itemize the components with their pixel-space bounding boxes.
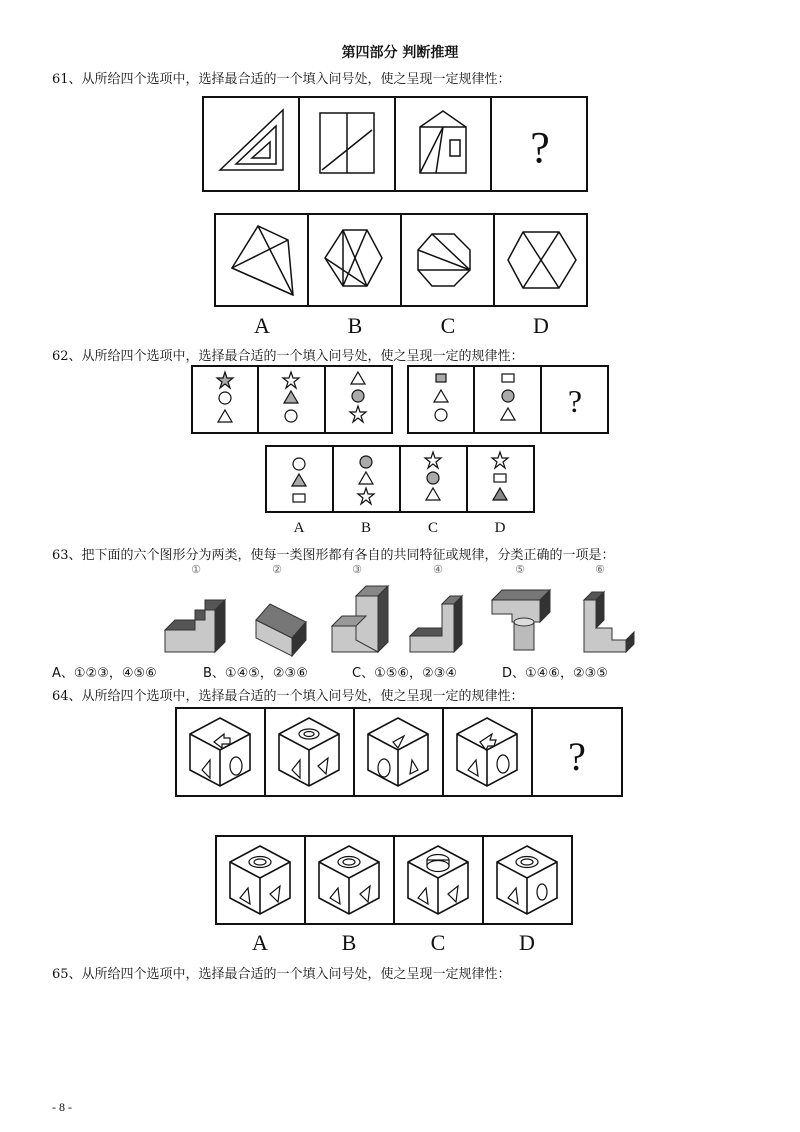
- q64-option-b[interactable]: B: [341, 930, 357, 955]
- q63-label-1: ①: [191, 563, 201, 576]
- section-title: 第四部分 判断推理: [341, 45, 459, 61]
- q63-answer-a[interactable]: A、①②③，④⑤⑥: [52, 666, 157, 681]
- q63-answer-d[interactable]: D、①④⑥，②③⑤: [502, 666, 608, 681]
- q64-option-d[interactable]: D: [519, 930, 535, 955]
- q64-option-c[interactable]: C: [430, 930, 446, 955]
- question-61-text: 61、从所给四个选项中，选择最合适的一个填入问号处，使之呈现一定规律性：: [52, 72, 511, 87]
- question-64-text: 64、从所给四个选项中，选择最合适的一个填入问号处，使之呈现一定的规律性：: [52, 689, 524, 704]
- q62-option-d[interactable]: D: [494, 520, 506, 536]
- q61-option-d[interactable]: D: [533, 313, 549, 338]
- q63-answer-b[interactable]: B、①④⑤，②③⑥: [203, 666, 308, 681]
- q62-question-mark: ?: [567, 383, 583, 419]
- q61-question-mark: ?: [530, 123, 550, 172]
- q62-option-b[interactable]: B: [360, 520, 371, 536]
- q62-option-c[interactable]: C: [427, 520, 438, 536]
- q64-option-a[interactable]: A: [252, 930, 268, 955]
- q63-label-6: ⑥: [595, 563, 605, 576]
- q63-label-2: ②: [272, 563, 282, 576]
- q62-option-a[interactable]: A: [293, 520, 305, 536]
- q63-answer-c[interactable]: C、①⑤⑥，②③④: [352, 666, 458, 681]
- page-number: - 8 -: [52, 1100, 72, 1114]
- q63-label-5: ⑤: [515, 563, 525, 576]
- q63-label-3: ③: [352, 563, 362, 576]
- q61-option-c[interactable]: C: [440, 313, 456, 338]
- question-63-text: 63、把下面的六个图形分为两类，使每一类图形都有各自的共同特征或规律，分类正确的一项是：: [52, 548, 615, 563]
- q64-question-mark: ?: [568, 734, 586, 779]
- q63-label-4: ④: [433, 563, 443, 576]
- question-62-text: 62、从所给四个选项中，选择最合适的一个填入问号处，使之呈现一定的规律性：: [52, 349, 524, 364]
- question-65-text: 65、从所给四个选项中，选择最合适的一个填入问号处，使之呈现一定规律性：: [52, 967, 511, 982]
- q61-option-b[interactable]: B: [347, 313, 363, 338]
- q61-option-a[interactable]: A: [254, 313, 270, 338]
